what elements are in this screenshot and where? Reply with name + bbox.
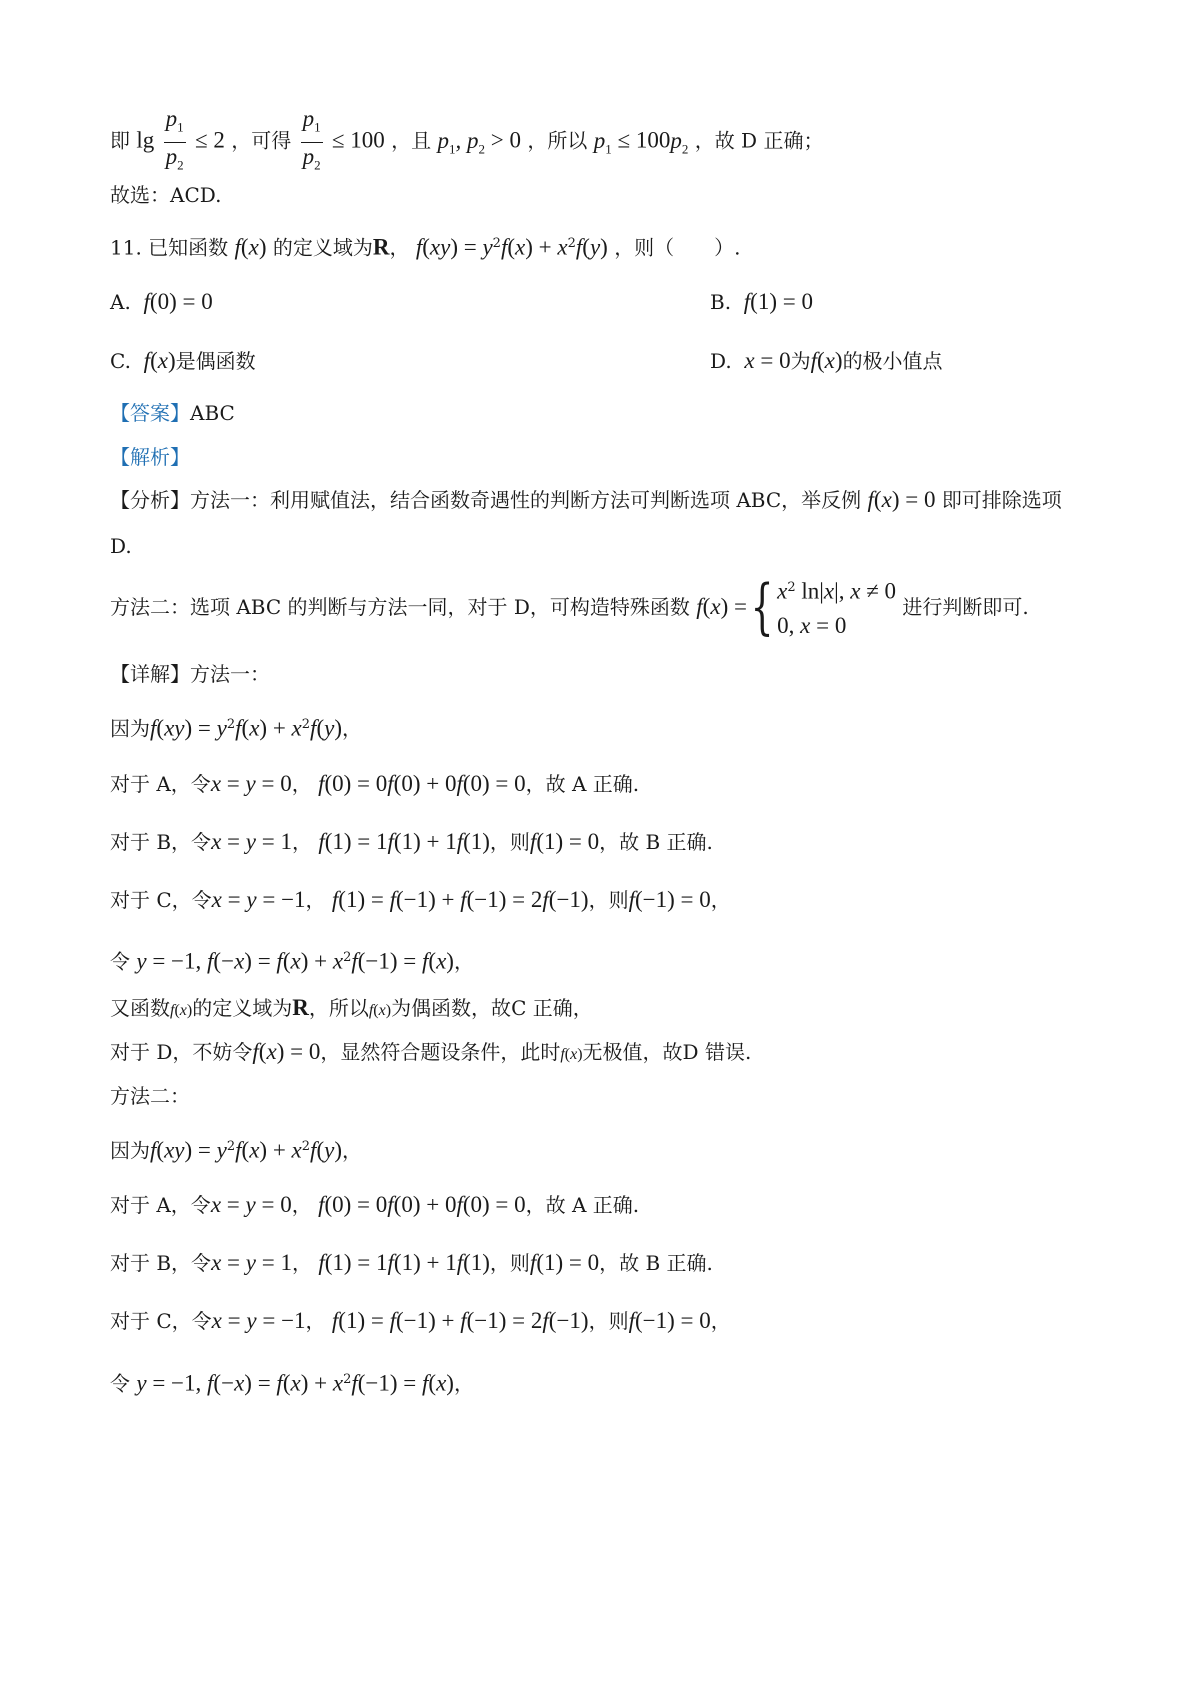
method-2-header: 方法二： xyxy=(110,1084,190,1108)
line-selection: 故选：ACD. xyxy=(110,183,222,207)
m2-given: 因为$f(xy) = y^2f(x) + x^2f(y)$， xyxy=(110,1137,362,1163)
m1-option-d: 对于 D，不妨令f(x) = 0，显然符合题设条件，此时f(x)无极值，故D 错误. xyxy=(110,1039,752,1064)
answer-line: 【答案】ABC xyxy=(110,401,235,425)
analysis-tag: 【解析】 xyxy=(110,445,190,469)
option-a: A. f(0) = 0 xyxy=(110,289,213,314)
m1-option-b: 对于 B，令x = y = 1， f(1) = 1f(1) + 1f(1)，则f(1) = 0，故 B 正确. xyxy=(110,829,713,854)
m1-option-a: 对于 A，令x = y = 0， f(0) = 0f(0) + 0f(0) = 0，故 A 正确. xyxy=(110,771,640,796)
option-b: B. f(1) = 0 xyxy=(710,289,813,314)
m1-given: 因为$f(xy) = y^2f(x) + x^2f(y)$， xyxy=(110,715,362,741)
analysis-d: D. xyxy=(110,534,132,558)
question-11: 11. 已知函数 f(x) 的定义域为R， $f(xy) = y^2f(x) + x^2f(y)$ ，则（ ）. xyxy=(110,234,741,260)
m2-option-a: 对于 A，令x = y = 0， f(0) = 0f(0) + 0f(0) = 0，故 A 正确. xyxy=(110,1192,640,1217)
analysis-method-1: 【分析】方法一：利用赋值法，结合函数奇遇性的判断方法可判断选项 ABC，举反例 f(x) = 0 即可排除选项 xyxy=(110,487,1062,512)
line-conclusion-d: 即 lg $\frac{p_1}{p_2}$ ≤ 2 ，可得 $\frac{p_1}{p_2}$ ≤ 100 ，且 $p_1$, $p_2 > 0$ ，所以 $p_1 \le 100p_2$ ，故 D 正确； xyxy=(110,106,824,173)
m1-even: 又函数f(x)的定义域为R，所以f(x)为偶函数，故C 正确， xyxy=(110,995,593,1020)
m1-let-y: 令 y = −1, $f(-x) = f(x) + x^2f(-1) = f(x)$， xyxy=(110,948,474,974)
m2-option-b: 对于 B，令x = y = 1， f(1) = 1f(1) + 1f(1)，则f(1) = 0，故 B 正确. xyxy=(110,1250,713,1275)
options-row-1 xyxy=(110,288,1110,316)
option-d: D. x = 0为f(x)的极小值点 xyxy=(710,348,943,373)
m1-option-c: 对于 C，令x = y = −1， f(1) = f(−1) + f(−1) = 2f(−1)，则f(−1) = 0， xyxy=(110,887,731,912)
option-c: C. f(x)是偶函数 xyxy=(110,348,256,373)
m2-option-c: 对于 C，令x = y = −1， f(1) = f(−1) + f(−1) = 2f(−1)，则f(−1) = 0， xyxy=(110,1308,731,1333)
m2-let-y: 令 y = −1, $f(-x) = f(x) + x^2f(-1) = f(x)$， xyxy=(110,1370,474,1396)
analysis-method-2: 方法二：选项 ABC 的判断与方法一同，对于 D，可构造特殊函数 f ( x ) = { $x^2$ ln|x|, x ≠ 0 0, x = 0 进行判断即可. xyxy=(110,571,1029,642)
detail-header: 【详解】方法一： xyxy=(110,662,270,686)
options-row-2 xyxy=(110,347,1110,375)
